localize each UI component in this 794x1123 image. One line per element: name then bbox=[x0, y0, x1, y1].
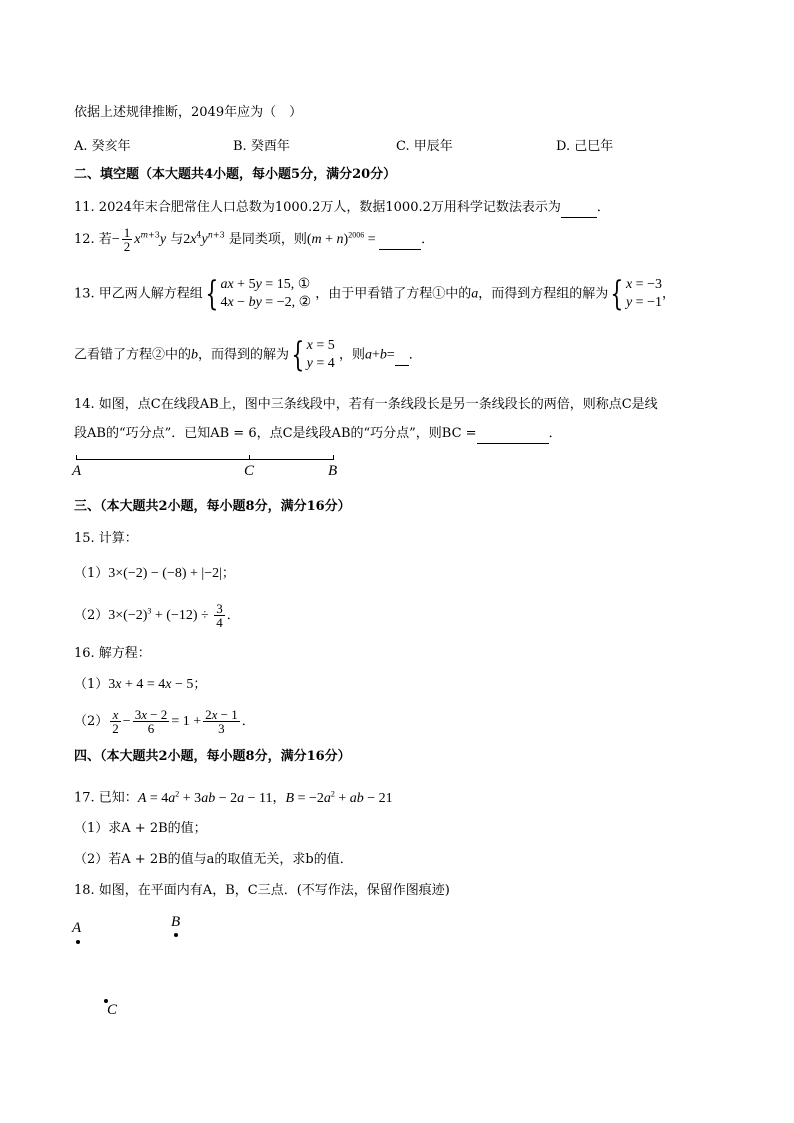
q10-option-a: A. 癸亥年 bbox=[74, 139, 131, 154]
answer-blank bbox=[561, 199, 597, 218]
section-3-heading: 三、（本大题共2小题，每小题8分，满分16分） bbox=[74, 499, 351, 514]
answer-blank bbox=[477, 425, 549, 444]
q10-option-b: B. 癸酉年 bbox=[233, 139, 290, 154]
question-17-1: （1）求A + 2B的值； bbox=[74, 821, 207, 836]
question-14: 14. 如图，点C在线段AB上，图中三条线段中，若有一条线段长是另一条线段长的两倍，则称点C是线 bbox=[74, 397, 658, 412]
question-14-line2: 段AB的“巧分点”．已知AB = 6，点C是线段AB的“巧分点”，则BC = ． bbox=[74, 425, 562, 444]
question-16: 16. 解方程： bbox=[74, 646, 151, 661]
question-17-2: （2）若A + 2B的值与a的取值无关，求b的值． bbox=[74, 852, 353, 867]
question-16-2: （2） $\frac{x}{2}$ − $\frac{3x - 2}{6}$ = 1 + $\frac{2x - 1}{3}$ ． bbox=[74, 707, 255, 736]
q10-stem: 依据上述规律推断，2049年应为（ ） bbox=[74, 105, 303, 120]
question-18: 18. 如图，在平面内有A，B，C三点．(不写作法，保留作图痕迹) bbox=[74, 883, 450, 898]
q10-option-d: D. 己巳年 bbox=[556, 139, 614, 154]
tick-a bbox=[76, 455, 77, 460]
question-11: 11. 2024年末合肥常住人口总数为1000.2万人，数据1000.2万用科学记数法表示为 ． bbox=[74, 199, 610, 218]
segment-ab bbox=[76, 459, 334, 460]
question-15-1: （1）3×(−2) − (−8) + |−2|； bbox=[74, 566, 235, 581]
question-15-2: $(2)3\times(-2)^3 + (-12)$ ÷ $\frac{3}{4}$ ． bbox=[74, 601, 240, 630]
label-b: B bbox=[328, 463, 338, 479]
point-b bbox=[174, 933, 178, 937]
point-label-c: C bbox=[107, 1002, 118, 1018]
section-2-heading: 二、填空题（本大题共4小题，每小题5分，满分20分） bbox=[74, 167, 397, 182]
question-12: 12. 若− $\frac{1}{2}$ $x^{m+3}y$ 与$2x^4y^{n+3}$ 是同类项，则$(m + n)^{2006}$ = ． bbox=[74, 225, 435, 254]
answer-blank bbox=[395, 347, 409, 366]
question-13-continued: 乙看错了方程②中的b，而得到的解为{ x = 5 y = 4 ，则a+b= ． bbox=[74, 335, 422, 375]
question-15: 15. 计算： bbox=[74, 531, 138, 546]
label-c: C bbox=[244, 463, 255, 479]
q10-option-c: C. 甲辰年 bbox=[396, 139, 453, 154]
question-13: 13. 甲乙两人解方程组{ ax + 5y = 15, ① 4x − by = −2, ② ，由于甲看错了方程①中的a，而得到方程组的解为{ x = −3 y = −1 ， bbox=[74, 274, 675, 314]
question-16-1: （1）3x + 4 = 4x − 5； bbox=[74, 677, 207, 692]
question-17: 17. 已知：$A = 4a^2 + 3ab - 2a - 11$，$B = -2a^2$ + ab − 21 bbox=[74, 789, 393, 806]
tick-c bbox=[249, 455, 250, 460]
point-label-a: A bbox=[72, 920, 82, 936]
point-label-b: B bbox=[171, 914, 181, 930]
tick-b bbox=[333, 455, 334, 460]
answer-blank bbox=[379, 231, 421, 250]
section-4-heading: 四、（本大题共2小题，每小题8分，满分16分） bbox=[74, 749, 351, 764]
point-a bbox=[76, 940, 80, 944]
label-a: A bbox=[72, 463, 82, 479]
